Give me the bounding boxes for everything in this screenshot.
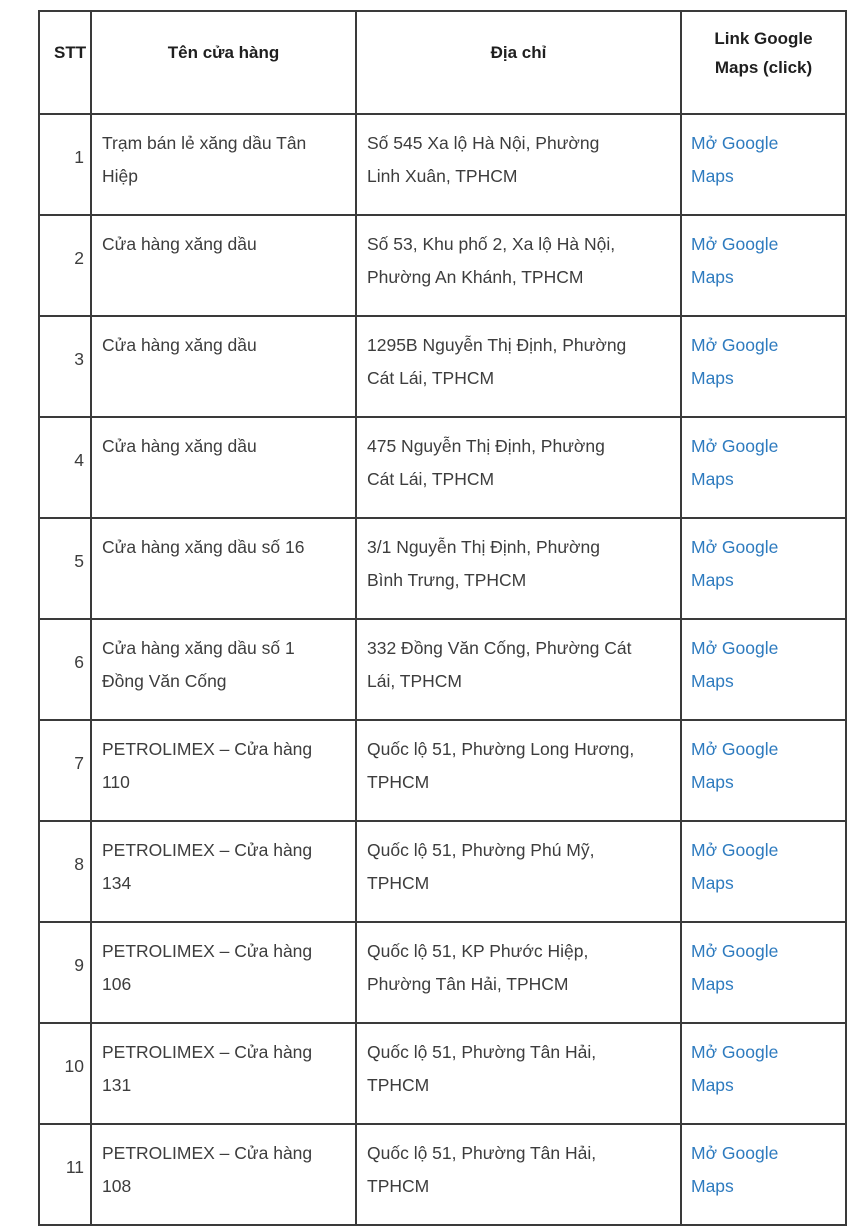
open-google-maps-link[interactable]: Mở Google Maps bbox=[691, 537, 779, 590]
store-name: Cửa hàng xăng dầu bbox=[91, 215, 356, 316]
store-name: PETROLIMEX – Cửa hàng 110 bbox=[91, 720, 356, 821]
row-number: 11 bbox=[39, 1124, 91, 1225]
row-number: 6 bbox=[39, 619, 91, 720]
open-google-maps-link[interactable]: Mở Google Maps bbox=[691, 1143, 779, 1196]
store-name: PETROLIMEX – Cửa hàng 131 bbox=[91, 1023, 356, 1124]
row-number: 3 bbox=[39, 316, 91, 417]
row-number: 7 bbox=[39, 720, 91, 821]
open-google-maps-link[interactable]: Mở Google Maps bbox=[691, 638, 779, 691]
maps-link-cell bbox=[681, 215, 846, 316]
maps-link-cell bbox=[681, 821, 846, 922]
store-name: PETROLIMEX – Cửa hàng 106 bbox=[91, 922, 356, 1023]
store-address: 1295B Nguyễn Thị Định, Phường Cát Lái, TPHCM bbox=[356, 316, 681, 417]
store-address: 475 Nguyễn Thị Định, Phường Cát Lái, TPHCM bbox=[356, 417, 681, 518]
store-address: Quốc lộ 51, KP Phước Hiệp, Phường Tân Hải, TPHCM bbox=[356, 922, 681, 1023]
maps-link-cell bbox=[681, 922, 846, 1023]
store-name: Cửa hàng xăng dầu số 1 Đồng Văn Cống bbox=[91, 619, 356, 720]
store-address: Quốc lộ 51, Phường Tân Hải, TPHCM bbox=[356, 1124, 681, 1225]
row-number: 5 bbox=[39, 518, 91, 619]
maps-link-cell bbox=[681, 1023, 846, 1124]
table-row bbox=[39, 821, 846, 922]
open-google-maps-link[interactable]: Mở Google Maps bbox=[691, 335, 779, 388]
table-row bbox=[39, 1124, 846, 1225]
open-google-maps-link[interactable]: Mở Google Maps bbox=[691, 133, 779, 186]
table-row bbox=[39, 619, 846, 720]
table-row bbox=[39, 1023, 846, 1124]
table-row bbox=[39, 316, 846, 417]
table-row bbox=[39, 114, 846, 215]
open-google-maps-link[interactable]: Mở Google Maps bbox=[691, 840, 779, 893]
table-row bbox=[39, 720, 846, 821]
store-name: Cửa hàng xăng dầu bbox=[91, 417, 356, 518]
store-name: Cửa hàng xăng dầu số 16 bbox=[91, 518, 356, 619]
table-row bbox=[39, 215, 846, 316]
store-address: Quốc lộ 51, Phường Tân Hải, TPHCM bbox=[356, 1023, 681, 1124]
store-address: 3/1 Nguyễn Thị Định, Phường Bình Trưng, TPHCM bbox=[356, 518, 681, 619]
header-row bbox=[39, 11, 846, 114]
open-google-maps-link[interactable]: Mở Google Maps bbox=[691, 941, 779, 994]
row-number: 8 bbox=[39, 821, 91, 922]
maps-link-cell bbox=[681, 619, 846, 720]
maps-link-cell bbox=[681, 720, 846, 821]
maps-link-cell bbox=[681, 518, 846, 619]
store-name: PETROLIMEX – Cửa hàng 108 bbox=[91, 1124, 356, 1225]
store-address: Quốc lộ 51, Phường Phú Mỹ, TPHCM bbox=[356, 821, 681, 922]
open-google-maps-link[interactable]: Mở Google Maps bbox=[691, 234, 779, 287]
table-row bbox=[39, 922, 846, 1023]
gas-station-table bbox=[38, 10, 847, 1226]
maps-link-cell bbox=[681, 316, 846, 417]
row-number: 4 bbox=[39, 417, 91, 518]
store-name: Trạm bán lẻ xăng dầu Tân Hiệp bbox=[91, 114, 356, 215]
row-number: 9 bbox=[39, 922, 91, 1023]
column-header-address: Địa chỉ bbox=[356, 11, 681, 114]
row-number: 2 bbox=[39, 215, 91, 316]
column-header-stt: STT bbox=[39, 11, 91, 114]
column-header-name: Tên cửa hàng bbox=[91, 11, 356, 114]
row-number: 10 bbox=[39, 1023, 91, 1124]
table-row bbox=[39, 518, 846, 619]
store-address: Số 545 Xa lộ Hà Nội, Phường Linh Xuân, TPHCM bbox=[356, 114, 681, 215]
open-google-maps-link[interactable]: Mở Google Maps bbox=[691, 1042, 779, 1095]
row-number: 1 bbox=[39, 114, 91, 215]
store-address: Quốc lộ 51, Phường Long Hương, TPHCM bbox=[356, 720, 681, 821]
open-google-maps-link[interactable]: Mở Google Maps bbox=[691, 436, 779, 489]
maps-link-cell bbox=[681, 1124, 846, 1225]
store-address: Số 53, Khu phố 2, Xa lộ Hà Nội, Phường An Khánh, TPHCM bbox=[356, 215, 681, 316]
maps-link-cell bbox=[681, 417, 846, 518]
column-header-maps-link: Link Google Maps (click) bbox=[681, 11, 846, 114]
store-address: 332 Đồng Văn Cống, Phường Cát Lái, TPHCM bbox=[356, 619, 681, 720]
table-row bbox=[39, 417, 846, 518]
open-google-maps-link[interactable]: Mở Google Maps bbox=[691, 739, 779, 792]
store-name: PETROLIMEX – Cửa hàng 134 bbox=[91, 821, 356, 922]
store-name: Cửa hàng xăng dầu bbox=[91, 316, 356, 417]
maps-link-cell bbox=[681, 114, 846, 215]
